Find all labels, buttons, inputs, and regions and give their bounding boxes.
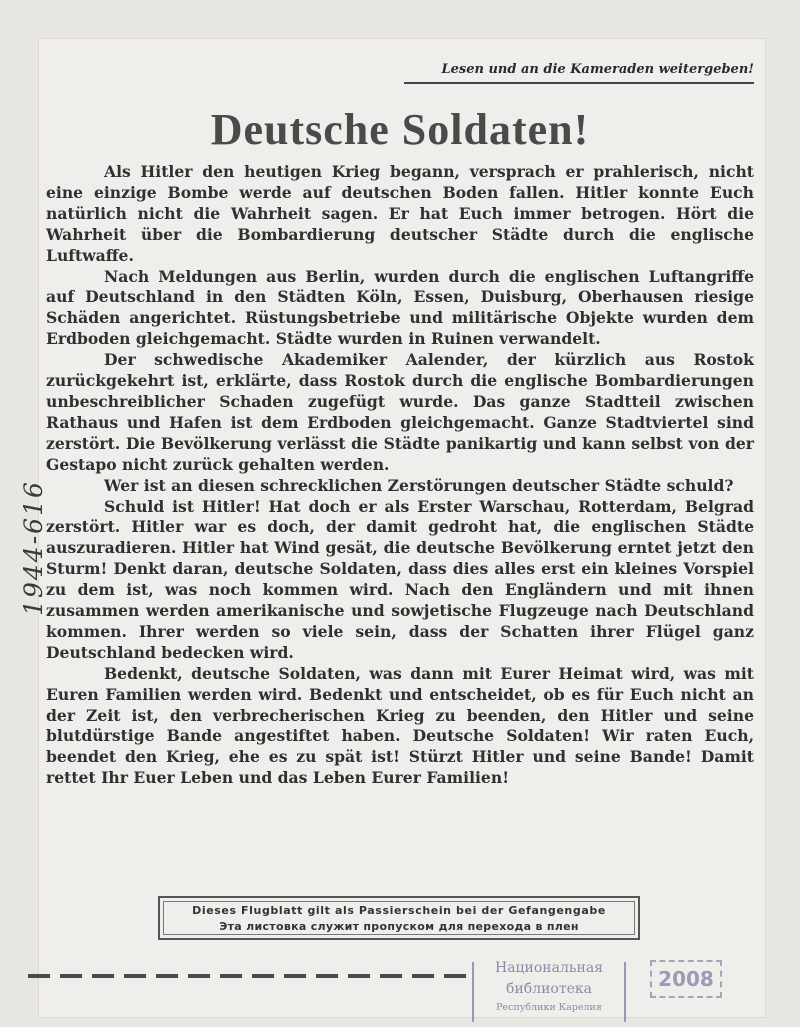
header-note: Lesen und an die Kameraden weitergeben!	[441, 62, 754, 77]
pass-box-inner	[163, 901, 635, 935]
pass-box	[158, 896, 640, 940]
paragraph-2: Nach Meldungen aus Berlin, wurden durch die englischen Luftangriffe auf Deutschland in den Städten Köln, Essen, Duisburg, Oberhausen riesige Schäden angerichtet. Rüstungsbetriebe und militärische Objekte wurden dem Erdboden gleichgemacht. Städte wurden in Ruinen verwandelt.	[46, 266, 754, 349]
leaflet-body	[46, 162, 754, 789]
leaflet-title: Deutsche Soldaten!	[210, 105, 590, 154]
stamp-bar-right	[624, 962, 626, 1022]
library-stamp-line3: Республики Карелия	[496, 1002, 602, 1013]
paragraph-1: Als Hitler den heutigen Krieg begann, versprach er prahlerisch, nicht eine einzige Bombe werde auf deutschen Boden fallen. Hitler konnte Euch natürlich nicht die Wahrheit sagen. Er hat Euch immer betrogen. Hört die Wahrheit über die Bombardierung deutscher Städte durch die englische Luftwaffe.	[46, 162, 754, 265]
library-stamp-line1: Национальная	[494, 960, 604, 976]
header-rule	[404, 82, 754, 84]
library-stamp	[470, 958, 628, 1024]
paragraph-3: Der schwedische Akademiker Aalender, der kürzlich aus Rostok zurückgekehrt ist, erklärte, dass Rostok durch die englische Bombardierungen unbeschreiblicher Schaden zugefügt wurde. Das ganze Stadtteil zwischen Rathaus und Hafen ist dem Erdboden gleichgemacht. Ganze Stadtviertel sind zerstört. Die Bevölkerung verlässt die Städte panikartig und kann selbst von der Gestapo nicht zurück gehalten werden.	[46, 350, 754, 474]
paragraph-4: Wer ist an diesen schrecklichen Zerstörungen deutscher Städte schuld?	[104, 475, 734, 495]
stamp-bar-left	[472, 962, 474, 1022]
library-stamp-line2: библиотека	[506, 981, 592, 997]
pass-text-german: Dieses Flugblatt gilt als Passierschein bei der Gefangengabe	[192, 903, 606, 917]
paragraph-5: Schuld ist Hitler! Hat doch er als Erster Warschau, Rotterdam, Belgrad zerstört. Hitler war es doch, der damit gedroht hat, die englischen Städte auszuradieren. Hitler hat Wind gesät, die deutsche Bevölkerung erntet jetzt den Sturm! Denkt daran, deutsche Soldaten, dass dies alles erst ein kleines Vorspiel zu dem ist, was noch kommen wird. Nach den Engländern und mit ihnen zusammen werden amerikanische und sowjetische Flugzeuge nach Deutschland kommen. Ihrer werden so viele sein, dass der Schatten ihrer Flügel ganz Deutschland bedecken wird.	[46, 496, 754, 662]
paragraph-6: Bedenkt, deutsche Soldaten, was dann mit Eurer Heimat wird, was mit Euren Familien werden wird. Bedenkt und entscheidet, ob es für Euch nicht an der Zeit ist, den verbrecherischen Krieg zu beenden, den Hitler und seine blutdürstige Bande angestiftet haben. Deutsche Soldaten! Wir raten Euch, beendet den Krieg, ehe es zu spät ist! Stürzt Hitler und seine Bande! Damit rettet Ihr Euer Leben und das Leben Eurer Familien!	[46, 663, 754, 788]
dashed-rule	[28, 974, 476, 978]
pass-text-russian: Эта листовка служит пропуском для перехода в плен	[219, 919, 579, 933]
number-stamp: 2008	[650, 960, 722, 998]
handwritten-number: 1944-616	[19, 480, 48, 616]
